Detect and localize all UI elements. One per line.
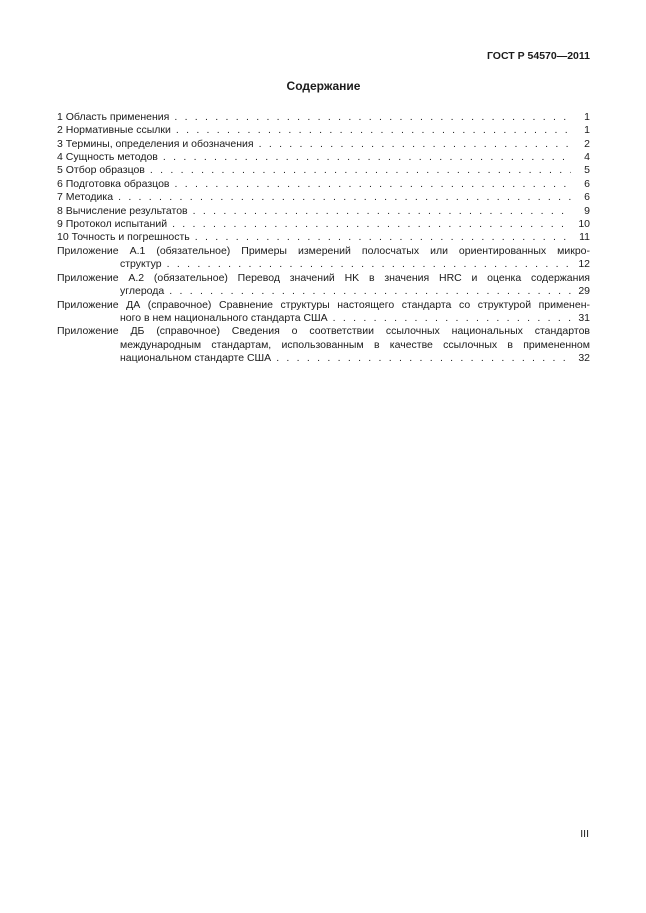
toc-entry-line: Приложение ДА (справочное) Сравнение структуры настоящего стандарта со структурой применен- <box>57 298 590 311</box>
toc-dot-leader <box>195 231 571 244</box>
toc-entry-line: Приложение А.1 (обязательное) Примеры измерений полосчатых или ориентированных микро- <box>57 244 590 257</box>
toc-dot-leader <box>167 258 571 271</box>
toc-entry <box>57 205 590 218</box>
toc-entry <box>57 164 590 177</box>
toc-entry <box>57 299 590 326</box>
toc-page-number: 1 <box>584 110 590 123</box>
toc-page-number: 6 <box>584 177 590 190</box>
toc-entry-continuation <box>57 312 590 325</box>
toc-dot-leader <box>333 312 571 325</box>
toc-page-number: 9 <box>584 204 590 217</box>
toc-entry-label: 1 Область применения <box>57 110 170 123</box>
toc-entry <box>57 138 590 151</box>
toc-dot-leader <box>163 151 571 164</box>
toc-page-number: 29 <box>578 285 590 298</box>
toc-dot-leader <box>193 205 571 218</box>
toc-dot-leader <box>259 138 571 151</box>
toc-entry-line: Приложение А.2 (обязательное) Перевод значений HK в значения HRC и оценка содержания <box>57 271 590 284</box>
toc-entry <box>57 111 590 124</box>
folio-page-number: III <box>580 828 589 840</box>
toc-page-number: 5 <box>584 164 590 177</box>
toc-page-number: 6 <box>584 191 590 204</box>
page-content <box>0 0 646 366</box>
toc-entry <box>57 151 590 164</box>
toc-entry <box>57 178 590 191</box>
toc-page-number: 2 <box>584 137 590 150</box>
toc-entry-continuation <box>57 258 590 271</box>
toc-page-number: 4 <box>584 151 590 164</box>
toc-entry <box>57 325 590 365</box>
toc-entry-label: 9 Протокол испытаний <box>57 218 168 231</box>
toc-dot-leader <box>276 352 571 365</box>
toc-entry-label: 2 Нормативные ссылки <box>57 124 171 137</box>
toc-entry-label: 4 Сущность методов <box>57 151 158 164</box>
toc-entry <box>57 191 590 204</box>
toc-dot-leader <box>169 285 571 298</box>
toc-entry-label: 8 Вычисление результатов <box>57 204 188 217</box>
toc-entry-label: 7 Методика <box>57 191 114 204</box>
doc-code-header: ГОСТ Р 54570—2011 <box>486 50 590 62</box>
toc-dot-leader <box>118 191 571 204</box>
toc-entry <box>57 124 590 137</box>
toc-dot-leader <box>176 124 571 137</box>
toc-page-number: 1 <box>584 124 590 137</box>
toc-entry-continuation <box>57 285 590 298</box>
toc-entry-label: национальном стандарте США <box>120 352 272 365</box>
toc-dot-leader <box>172 218 571 231</box>
toc-entry-label: 5 Отбор образцов <box>57 164 145 177</box>
toc-page-number: 31 <box>578 311 590 324</box>
table-of-contents <box>57 111 590 366</box>
toc-page-number: 11 <box>579 231 590 244</box>
toc-page-number: 12 <box>578 258 590 271</box>
toc-entry-line: международным стандартам, использованным в качестве ссылочных в примененном <box>120 338 590 351</box>
page-title: Содержание <box>286 79 361 94</box>
toc-entry-label: углерода <box>120 285 165 298</box>
toc-entry-label: 3 Термины, определения и обозначения <box>57 137 254 150</box>
toc-entry-label: ного в нем национального стандарта США <box>120 311 328 324</box>
toc-dot-leader <box>174 111 571 124</box>
toc-entry-continuation <box>57 352 590 365</box>
toc-entry <box>57 231 590 244</box>
toc-page-number: 32 <box>578 352 590 365</box>
toc-dot-leader <box>150 164 571 177</box>
toc-entry-label: 6 Подготовка образцов <box>57 177 170 190</box>
toc-page-number: 10 <box>578 218 590 231</box>
toc-entry <box>57 272 590 299</box>
toc-entry <box>57 218 590 231</box>
toc-dot-leader <box>174 178 571 191</box>
toc-entry <box>57 245 590 272</box>
toc-entry-line: Приложение ДБ (справочное) Сведения о соответствии ссылочных национальных стандартов <box>57 325 590 338</box>
toc-entry-label: 10 Точность и погрешность <box>57 231 190 244</box>
toc-entry-label: структур <box>120 258 162 271</box>
